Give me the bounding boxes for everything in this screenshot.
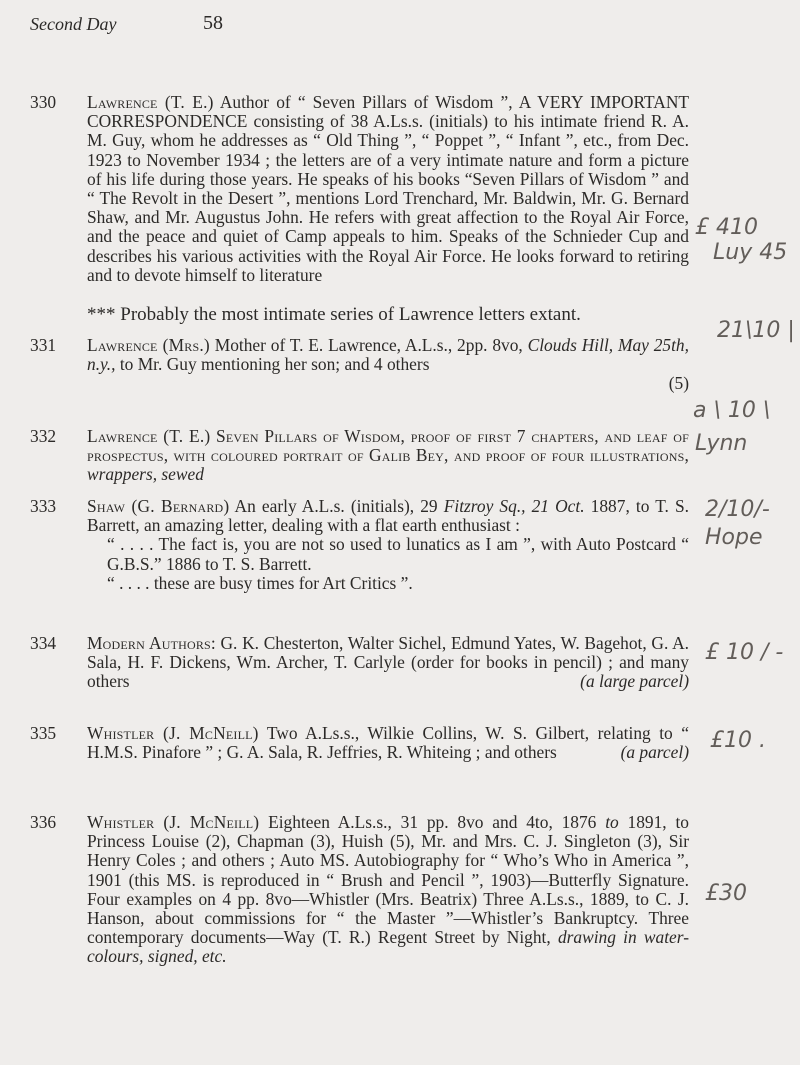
lot-text: An early A.L.s. (initials), 29 bbox=[229, 496, 444, 516]
lot-333 bbox=[30, 497, 690, 593]
lot-334 bbox=[30, 634, 690, 692]
handwritten-buyer: Luy 45 bbox=[713, 240, 788, 265]
lot-number: 330 bbox=[30, 92, 57, 112]
handwritten-buyer: Hope bbox=[705, 525, 763, 550]
handwritten-price: 2/10/- bbox=[705, 497, 770, 522]
lot-count: (5) bbox=[668, 373, 689, 394]
lot-description bbox=[87, 497, 689, 593]
lot-author: Lawrence (Mrs.) bbox=[87, 335, 210, 355]
lot-italic: (a parcel) bbox=[620, 742, 689, 763]
lot-author: Lawrence (T. E.) bbox=[87, 426, 211, 446]
lot-number: 331 bbox=[30, 335, 57, 355]
lot-description bbox=[87, 634, 689, 692]
lot-text: Eighteen A.Ls.s., 31 pp. 8vo and 4to, 1876 bbox=[259, 812, 606, 832]
handwritten-price: £ 10 / - bbox=[705, 640, 784, 665]
lot-description bbox=[87, 93, 689, 285]
lot-number: 334 bbox=[30, 633, 57, 653]
lot-336 bbox=[30, 813, 690, 967]
editorial-note: *** Probably the most intimate series of Lawrence letters extant. bbox=[87, 304, 581, 325]
lot-text: Author of “ Seven Pillars of Wisdom ”, A VERY IMPORTANT CORRESPONDENCE consisting of 38 A.Ls.s. (initials) to his intimate friend R. A. M. Guy, whom he addresses as “ Old Thing ”, “ Poppet ”, “ Infant ”, etc., from Dec. 1923 to November 1934 ; the letters are of a very intimate nature and form a picture of his life during those years. He speaks of his books “Seven Pillars of Wisdom ” and “ The Revolt in the Desert ”, mentions Lord Trenchard, Mr. Baldwin, Mr. G. Bernard Shaw, and Mr. Augustus John. He refers with great affection to the Royal Air Force, and the peace and quiet of Camp appeals to him. Speaks of the Schnieder Cup and describes his various activities with the Royal Air Force. He looks forward to retiring and to devote himself to literature bbox=[87, 92, 689, 285]
lot-author: Whistler (J. McNeill) bbox=[87, 812, 260, 832]
lot-description bbox=[87, 724, 689, 762]
lot-italic: to bbox=[605, 812, 619, 832]
lot-number: 336 bbox=[30, 812, 57, 832]
lot-italic: wrappers, sewed bbox=[87, 464, 204, 485]
lot-description bbox=[87, 427, 689, 485]
lot-quote: “ . . . . these are busy times for Art Critics ”. bbox=[107, 572, 413, 593]
lot-author: Shaw (G. Bernard) bbox=[87, 496, 230, 516]
lot-text: Seven Pillars of Wisdom, proof of first 7 chapters, and leaf of prospectus, with coloured portrait of Galib Bey, and proof of four illustrations, bbox=[87, 426, 689, 466]
lot-number: 335 bbox=[30, 723, 57, 743]
lot-text: Two A.Ls.s., Wilkie Collins, W. S. Gilbert, relating to “ H.M.S. Pinafore ” ; G. A. Sala, R. Jeffries, R. Whiteing ; and others bbox=[87, 723, 689, 763]
lot-quote: “ . . . . The fact is, you are not so used to lunatics as I am ”, with Auto Postcard “ G.B.S.” 1886 to T. S. Barrett. bbox=[107, 534, 689, 574]
page-number: 58 bbox=[203, 12, 223, 34]
lot-335 bbox=[30, 724, 690, 762]
lot-italic: (a large parcel) bbox=[580, 671, 689, 692]
lot-number: 333 bbox=[30, 496, 57, 516]
lot-italic-2: drawing in water-colours, signed, etc. bbox=[87, 927, 689, 967]
handwritten-price: £ 410 bbox=[695, 215, 758, 240]
lot-331 bbox=[30, 336, 690, 394]
day-heading: Second Day bbox=[30, 14, 117, 34]
lot-italic: Clouds Hill, May 25th, n.y., bbox=[87, 335, 689, 375]
lot-author: Whistler (J. McNeill) bbox=[87, 723, 259, 743]
lot-description bbox=[87, 336, 689, 394]
lot-author: Lawrence (T. E.) bbox=[87, 92, 214, 112]
handwritten-price: £30 bbox=[705, 881, 747, 906]
handwritten-price: a \ 10 \ bbox=[693, 398, 771, 423]
lot-text: Mother of T. E. Lawrence, A.L.s., 2pp. 8vo, bbox=[209, 335, 528, 355]
lot-text-2: to Mr. Guy mentioning her son; and 4 others bbox=[115, 354, 430, 375]
lot-text: : G. K. Chesterton, Walter Sichel, Edmund Yates, W. Bagehot, G. A. Sala, H. F. Dickens, Wm. Archer, T. Carlyle (order for books in pencil) ; and many others bbox=[87, 633, 689, 692]
lot-330 bbox=[30, 93, 690, 285]
lot-description bbox=[87, 813, 689, 967]
lot-text-2: 1887, to T. S. Barrett, an amazing letter, dealing with a flat earth enthusiast : bbox=[87, 496, 689, 536]
lot-text-2: 1891, to Princess Louise (2), Chapman (3), Huish (5), Mr. and Mrs. C. J. Singleton (3), Sir Henry Coles ; and others ; Auto MS. Autobiography for “ Who’s Who in America ”, 1901 (this MS. is reproduced in “ Brush and Pencil ”, 1903)—Butterfly Signature. Four examples on 4 pp. 8vo—Whistler (Mrs. Beatrix) Three A.Ls.s., 1889, to C. J. Hanson, about commissions for “ the Master ”—Whistler’s Bankruptcy. Three contemporary documents—Way (T. R.) Regent Street by Night, bbox=[87, 812, 689, 948]
lot-332 bbox=[30, 427, 690, 485]
handwritten-price: £10 . bbox=[710, 728, 766, 753]
lot-number: 332 bbox=[30, 426, 57, 446]
lot-author: Modern Authors bbox=[87, 633, 211, 653]
handwritten-buyer: Lynn bbox=[695, 431, 748, 456]
lot-italic: Fitzroy Sq., 21 Oct. bbox=[443, 496, 585, 516]
handwritten-price: 21\10 | bbox=[717, 318, 795, 343]
